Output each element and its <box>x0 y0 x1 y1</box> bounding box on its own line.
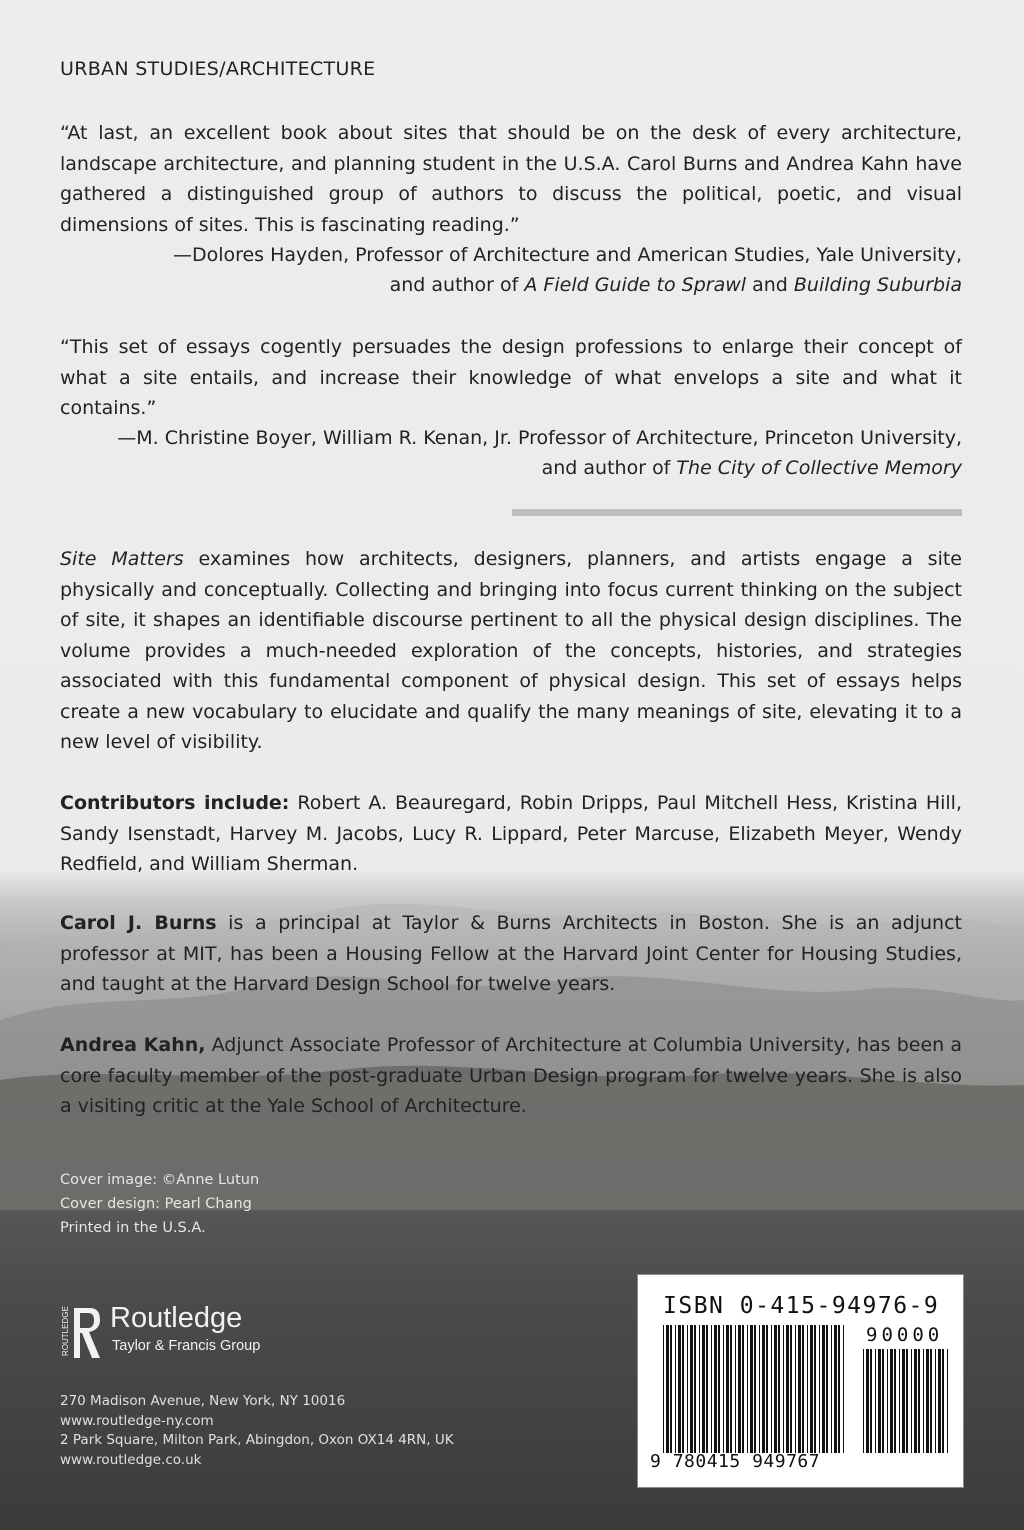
quote-boyer-attribution: —M. Christine Boyer, William R. Kenan, Jr. Professor of Architecture, Princeton University, <box>117 427 962 449</box>
barcode-bar <box>690 1325 693 1453</box>
barcode-bar <box>798 1325 801 1453</box>
barcode-bar <box>718 1325 720 1453</box>
barcode-bar <box>699 1325 700 1453</box>
book-title: Site Matters <box>60 548 184 570</box>
quote-boyer-text: “This set of essays cogently persuades the design professions to enlarge their concept of what a site entails, and increase their knowledge of what envelops a site and what it contains.” <box>60 336 962 419</box>
barcode-bar <box>675 1325 676 1453</box>
barcode-bar <box>802 1325 804 1453</box>
website-link[interactable]: www.routledge.co.uk <box>60 1451 202 1468</box>
publisher-logo <box>60 1302 320 1362</box>
barcode-bar <box>666 1325 669 1453</box>
address-line: 2 Park Square, Milton Park, Abingdon, Oxon OX14 4RN, UK <box>60 1432 454 1448</box>
publisher-group: Taylor & Francis Group <box>112 1338 261 1354</box>
addon-barcode-bars <box>863 1349 951 1453</box>
bio-text: Adjunct Associate Professor of Architecture at Columbia University, has been a core faculty member of the post-graduate Urban Design program for twelve years. She is also a visiting critic at the Yale School of Architecture. <box>60 1034 962 1117</box>
barcode-bar <box>807 1325 808 1453</box>
barcode-bar <box>742 1325 744 1453</box>
barcode-bar <box>894 1349 896 1453</box>
barcode-digit-group: 780415 <box>672 1451 741 1472</box>
barcode-bar <box>663 1325 664 1453</box>
barcode-bar <box>906 1349 908 1453</box>
isbn-barcode <box>637 1274 964 1488</box>
price-code: 90000 <box>866 1324 944 1346</box>
cover-credits <box>60 1168 259 1240</box>
quote-boyer-books <box>60 453 962 484</box>
bio-text: is a principal at Taylor & Burns Architects in Boston. She is an adjunct professor at MIT, has been a Housing Fellow at the Harvard Joint Center for Housing Studies, and taught at the Harvard Design School for twelve years. <box>60 912 962 995</box>
barcode-bar <box>771 1325 772 1453</box>
attribution-prefix: and author of <box>389 274 525 296</box>
barcode-bar <box>790 1325 792 1453</box>
barcode-digits <box>650 1451 820 1472</box>
barcode-bar <box>942 1349 944 1453</box>
book-title: A Field Guide to Sprawl <box>524 274 747 296</box>
barcode-bar <box>838 1325 840 1453</box>
barcode-bar <box>914 1349 917 1453</box>
book-description <box>60 544 962 758</box>
barcode-bar <box>938 1349 941 1453</box>
barcode-bar <box>887 1349 888 1453</box>
routledge-logo-icon <box>60 1304 102 1362</box>
barcode-bar <box>834 1325 837 1453</box>
barcode-bar <box>747 1325 748 1453</box>
barcode-bar <box>926 1349 929 1453</box>
barcode-bar <box>678 1325 681 1453</box>
barcode-bar <box>682 1325 684 1453</box>
barcode-bar <box>870 1349 872 1453</box>
book-title: Building Suburbia <box>793 274 962 296</box>
barcode-bar <box>726 1325 729 1453</box>
barcode-lead-digit: 9 <box>650 1451 662 1472</box>
isbn-label: ISBN 0-415-94976-9 <box>663 1293 940 1319</box>
credit-line: Cover image: ©Anne Lutun <box>60 1172 260 1188</box>
barcode-bar <box>930 1349 932 1453</box>
barcode-bar <box>923 1349 924 1453</box>
publisher-address <box>60 1392 454 1470</box>
quote-hayden-books <box>60 270 962 301</box>
barcode-bars <box>663 1325 848 1453</box>
barcode-bar <box>723 1325 724 1453</box>
barcode-bar <box>918 1349 920 1453</box>
barcode-bar <box>735 1325 736 1453</box>
credit-line: Printed in the U.S.A. <box>60 1220 206 1236</box>
credit-line: Cover design: Pearl Chang <box>60 1196 252 1212</box>
barcode-bar <box>754 1325 756 1453</box>
barcode-bar <box>706 1325 708 1453</box>
bio-burns <box>60 908 962 1000</box>
barcode-bar <box>911 1349 912 1453</box>
barcode-bar <box>762 1325 765 1453</box>
barcode-bar <box>863 1349 864 1453</box>
barcode-bar <box>714 1325 717 1453</box>
barcode-bar <box>694 1325 696 1453</box>
section-divider <box>512 509 962 516</box>
author-name: Carol J. Burns <box>60 912 217 934</box>
barcode-bar <box>702 1325 705 1453</box>
bio-kahn <box>60 1030 962 1122</box>
barcode-bar <box>831 1325 832 1453</box>
barcode-bar <box>730 1325 732 1453</box>
website-link[interactable]: www.routledge-ny.com <box>60 1412 214 1429</box>
barcode-bar <box>878 1349 881 1453</box>
publisher-name: Routledge <box>110 1302 243 1334</box>
contributors <box>60 788 962 880</box>
barcode-bar <box>750 1325 753 1453</box>
barcode-bar <box>814 1325 816 1453</box>
barcode-bar <box>819 1325 820 1453</box>
quote-hayden-attribution: —Dolores Hayden, Professor of Architecture and American Studies, Yale University, <box>172 244 962 266</box>
attribution-joiner: and <box>746 274 794 296</box>
category-label: URBAN STUDIES/ARCHITECTURE <box>60 58 376 80</box>
barcode-bar <box>899 1349 900 1453</box>
barcode-bar <box>882 1349 884 1453</box>
barcode-bar <box>890 1349 893 1453</box>
contributors-names: Robert A. Beauregard, Robin Dripps, Paul Mitchell Hess, Kristina Hill, Sandy Isenstadt, Harvey M. Jacobs, Lucy R. Lippard, Peter Marcuse, Elizabeth Meyer, Wendy Redfield, and William Sherman. <box>60 792 962 875</box>
barcode-bar <box>711 1325 712 1453</box>
address-line: 270 Madison Avenue, New York, NY 10016 <box>60 1393 346 1409</box>
barcode-bar <box>759 1325 760 1453</box>
barcode-bar <box>822 1325 825 1453</box>
barcode-digit-group: 949767 <box>752 1451 821 1472</box>
barcode-bar <box>826 1325 828 1453</box>
barcode-bar <box>738 1325 741 1453</box>
barcode-bar <box>774 1325 777 1453</box>
attribution-prefix: and author of <box>541 457 677 479</box>
barcode-bar <box>795 1325 796 1453</box>
barcode-bar <box>810 1325 813 1453</box>
description-text: examines how architects, designers, planners, and artists engage a site physically and conceptually. Collecting and bringing into focus current thinking on the subject of site, it shapes an identifiable discourse pertinent to all the physical design disciplines. The volume provides a much-needed exploration of the concepts, histories, and strategies associated with this fundamental component of physical design. This set of essays helps create a new vocabulary to elucidate and qualify the many meanings of site, elevating it to a new level of visibility. <box>60 548 962 753</box>
barcode-bar <box>778 1325 780 1453</box>
barcode-bar <box>786 1325 789 1453</box>
barcode-bar <box>902 1349 905 1453</box>
barcode-bar <box>670 1325 672 1453</box>
barcode-bar <box>843 1325 844 1453</box>
barcode-bar <box>783 1325 784 1453</box>
quote-hayden-text: “At last, an excellent book about sites that should be on the desk of every architecture, landscape architecture, and planning student in the U.S.A. Carol Burns and Andrea Kahn have gathered a distinguished group of authors to discuss the political, poetic, and visual dimensions of sites. This is fascinating reading.” <box>60 122 962 236</box>
barcode-bar <box>875 1349 876 1453</box>
book-title: The City of Collective Memory <box>676 457 962 479</box>
barcode-bar <box>866 1349 869 1453</box>
barcode-bar <box>766 1325 768 1453</box>
barcode-bar <box>947 1349 948 1453</box>
author-name: Andrea Kahn, <box>60 1034 206 1056</box>
contributors-label: Contributors include: <box>60 792 290 814</box>
barcode-bar <box>687 1325 688 1453</box>
logo-vertical-mark: ROUTLEDGE <box>61 1306 70 1356</box>
barcode-bar <box>935 1349 936 1453</box>
